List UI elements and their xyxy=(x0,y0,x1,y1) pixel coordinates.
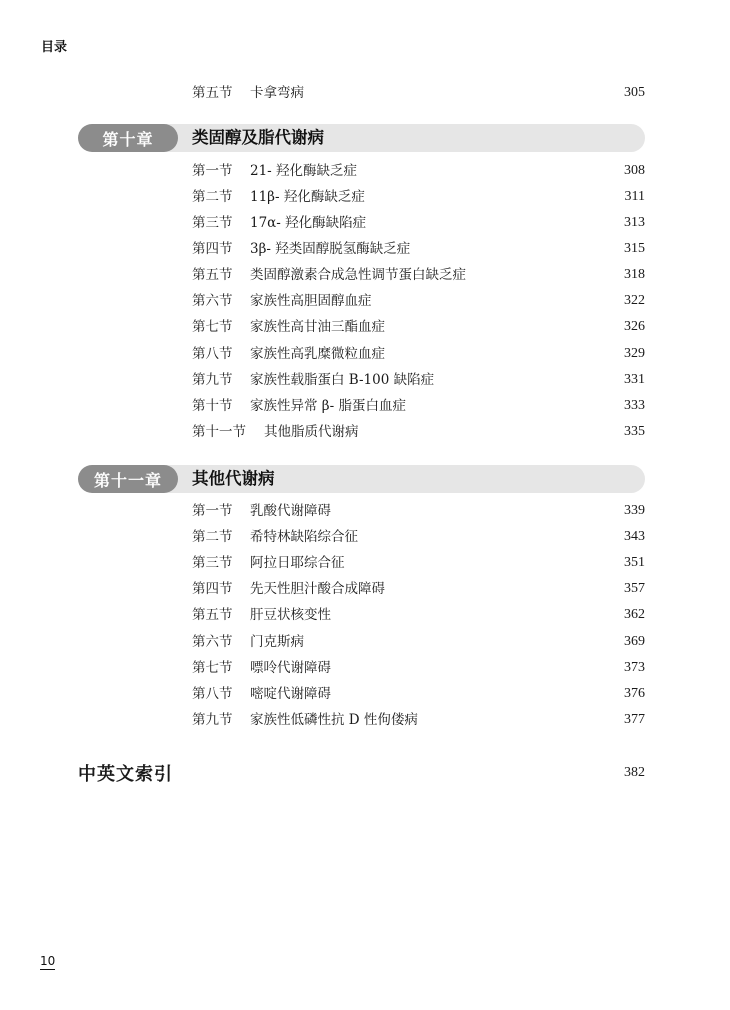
section-title: 17α- 羟化酶缺陷症 xyxy=(250,215,367,231)
page-ref: 376 xyxy=(624,686,645,701)
page-ref: 305 xyxy=(624,85,645,100)
chapter-title: 类固醇及脂代谢病 xyxy=(192,128,324,147)
toc-entry[interactable] xyxy=(192,187,645,207)
section-title: 其他脂质代谢病 xyxy=(264,424,359,440)
page-ref: 335 xyxy=(624,424,645,439)
section-title: 家族性低磷性抗 D 性佝偻病 xyxy=(250,712,418,728)
section-number: 第三节 xyxy=(192,215,233,231)
page-ref: 343 xyxy=(624,529,645,544)
section-number: 第十一节 xyxy=(192,424,246,440)
toc-entry[interactable] xyxy=(192,396,645,416)
page-number: 10 xyxy=(40,954,56,968)
running-header: 目录 xyxy=(41,40,68,55)
toc-entry[interactable] xyxy=(192,344,645,364)
section-title: 家族性高胆固醇血症 xyxy=(250,293,372,309)
chapter-number-badge: 第十一章 xyxy=(78,465,178,493)
chapter-heading[interactable] xyxy=(78,465,645,493)
page-ref: 311 xyxy=(624,189,645,204)
page-ref: 322 xyxy=(624,293,645,308)
toc-entry[interactable] xyxy=(192,291,645,311)
toc-entry[interactable] xyxy=(192,239,645,259)
toc-entry[interactable] xyxy=(192,83,645,103)
section-title: 嘧啶代谢障碍 xyxy=(250,686,331,702)
page-ref: 382 xyxy=(624,765,645,780)
page-ref: 351 xyxy=(624,555,645,570)
section-number: 第五节 xyxy=(192,267,233,283)
page-ref: 329 xyxy=(624,346,645,361)
section-title: 家族性高乳糜微粒血症 xyxy=(250,346,385,362)
section-title: 嘌呤代谢障碍 xyxy=(250,660,331,676)
toc-entry[interactable] xyxy=(192,501,645,521)
section-number: 第五节 xyxy=(192,85,233,101)
section-number: 第九节 xyxy=(192,372,233,388)
section-title: 类固醇激素合成急性调节蛋白缺乏症 xyxy=(250,267,466,283)
section-title: 3β- 羟类固醇脱氢酶缺乏症 xyxy=(250,241,411,257)
page-ref: 357 xyxy=(624,581,645,596)
toc-entry[interactable] xyxy=(192,161,645,181)
toc-entry[interactable] xyxy=(192,213,645,233)
toc-entry[interactable] xyxy=(192,684,645,704)
section-number: 第九节 xyxy=(192,712,233,728)
section-number: 第八节 xyxy=(192,346,233,362)
chapter-heading[interactable] xyxy=(78,124,645,152)
page-ref: 333 xyxy=(624,398,645,413)
section-title: 家族性异常 β- 脂蛋白血症 xyxy=(250,398,406,414)
section-number: 第六节 xyxy=(192,634,233,650)
chapter-title: 其他代谢病 xyxy=(192,469,275,488)
page-ref: 318 xyxy=(624,267,645,282)
section-number: 第七节 xyxy=(192,319,233,335)
section-number: 第三节 xyxy=(192,555,233,571)
section-number: 第一节 xyxy=(192,503,233,519)
section-title: 阿拉日耶综合征 xyxy=(250,555,345,571)
section-number: 第六节 xyxy=(192,293,233,309)
section-title: 门克斯病 xyxy=(250,634,304,650)
page-ref: 339 xyxy=(624,503,645,518)
index-entry[interactable] xyxy=(78,761,645,785)
toc-entry[interactable] xyxy=(192,553,645,573)
index-title: 中英文索引 xyxy=(78,764,173,785)
toc-entry[interactable] xyxy=(192,710,645,730)
section-number: 第五节 xyxy=(192,607,233,623)
section-title: 11β- 羟化酶缺乏症 xyxy=(250,189,365,205)
toc-entry[interactable] xyxy=(192,658,645,678)
section-title: 希特林缺陷综合征 xyxy=(250,529,358,545)
toc-entry[interactable] xyxy=(192,265,645,285)
page-ref: 315 xyxy=(624,241,645,256)
section-number: 第四节 xyxy=(192,581,233,597)
toc-entry[interactable] xyxy=(192,422,645,442)
section-number: 第二节 xyxy=(192,529,233,545)
page-ref: 308 xyxy=(624,163,645,178)
section-title: 家族性载脂蛋白 B-100 缺陷症 xyxy=(250,372,435,388)
page-ref: 373 xyxy=(624,660,645,675)
page-ref: 326 xyxy=(624,319,645,334)
toc-entry[interactable] xyxy=(192,370,645,390)
toc-entry[interactable] xyxy=(192,605,645,625)
section-number: 第一节 xyxy=(192,163,233,179)
section-title: 乳酸代谢障碍 xyxy=(250,503,331,519)
page-ref: 313 xyxy=(624,215,645,230)
toc-entry[interactable] xyxy=(192,317,645,337)
toc-entry[interactable] xyxy=(192,527,645,547)
toc-entry[interactable] xyxy=(192,632,645,652)
page-ref: 369 xyxy=(624,634,645,649)
section-number: 第七节 xyxy=(192,660,233,676)
chapter-number-badge: 第十章 xyxy=(78,124,178,152)
section-number: 第四节 xyxy=(192,241,233,257)
section-title: 21- 羟化酶缺乏症 xyxy=(250,163,358,179)
section-title: 先天性胆汁酸合成障碍 xyxy=(250,581,385,597)
section-number: 第十节 xyxy=(192,398,233,414)
section-number: 第八节 xyxy=(192,686,233,702)
toc-entry[interactable] xyxy=(192,579,645,599)
section-number: 第二节 xyxy=(192,189,233,205)
page-ref: 331 xyxy=(624,372,645,387)
page-ref: 362 xyxy=(624,607,645,622)
section-title: 肝豆状核变性 xyxy=(250,607,331,623)
page-ref: 377 xyxy=(624,712,645,727)
section-title: 家族性高甘油三酯血症 xyxy=(250,319,385,335)
section-title: 卡拿弯病 xyxy=(250,85,304,101)
